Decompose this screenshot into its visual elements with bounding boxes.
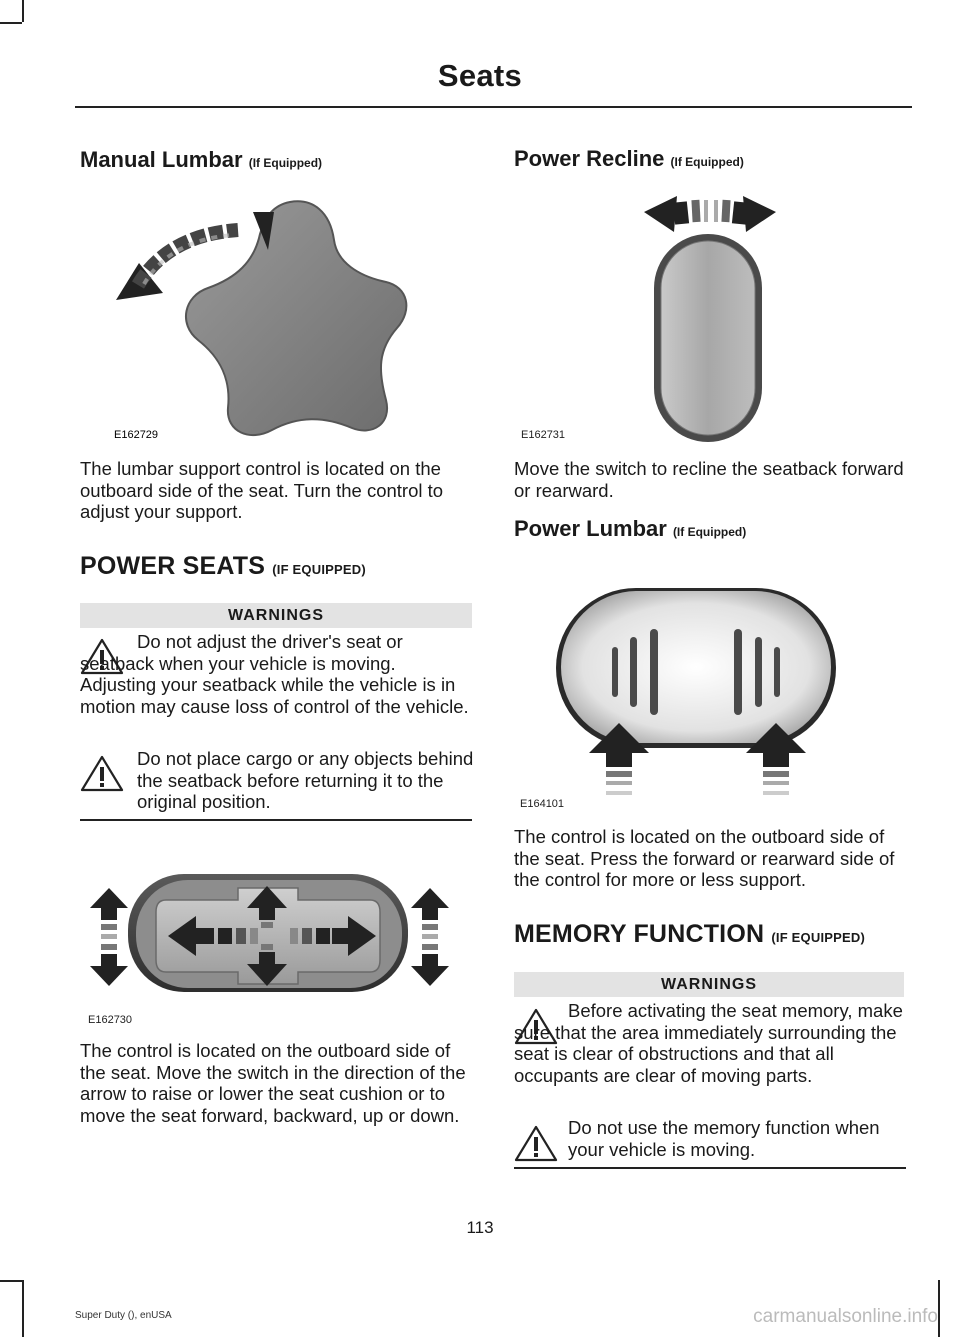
figure-id-e164101: E164101 [520,798,565,810]
power-lumbar-qualifier: (If Equipped) [672,525,747,539]
crop-mark [0,22,22,24]
recline-switch-pad [661,241,755,435]
manual-lumbar-knob-figure [108,190,448,445]
power-recline-qualifier: (If Equipped) [670,155,744,169]
memory-function-title: MEMORY FUNCTION [514,920,765,948]
warnings-end-rule [80,819,472,821]
footer-model: Super Duty (), enUSA [75,1310,172,1321]
page-number: 113 [466,1218,494,1237]
header-rule [75,106,912,108]
direction-arrow-icon [90,888,128,986]
crop-mark [0,1280,22,1282]
power-lumbar-title: Power Lumbar [514,516,667,541]
power-seats-heading [80,552,366,581]
warning-triangle-icon [80,754,124,792]
memory-function-qualifier: (IF EQUIPPED) [771,930,865,945]
direction-arrow-icon [411,888,449,986]
power-lumbar-heading [514,516,746,542]
memory-function-warning-2: Do not use the memory function when your vehicle is moving. [568,1117,880,1160]
warnings-bar: WARNINGS [80,603,472,628]
figure-id-e162731: E162731 [521,429,566,441]
warnings-end-rule [514,1167,906,1169]
figure-id-e162729: E162729 [114,429,159,441]
power-recline-title: Power Recline [514,146,665,171]
lumbar-switch-pad [561,591,831,743]
crop-mark [22,1280,24,1337]
power-seats-warning-1: Do not adjust the driver's seat or seatback when your vehicle is moving. Adjusting your seatback while the vehicle is in motion may cause loss of control of the vehicle. [80,631,469,717]
manual-lumbar-title: Manual Lumbar [80,147,243,172]
power-lumbar-switch-figure [514,585,906,815]
memory-function-heading [514,920,865,949]
power-recline-switch-figure [514,188,906,444]
power-recline-heading [514,146,744,172]
crop-mark [938,1280,940,1337]
power-seats-warning-2: Do not place cargo or any objects behind the seatback before returning it to the original position. [137,748,474,812]
manual-lumbar-heading [80,147,322,173]
manual-lumbar-qualifier: (If Equipped) [248,156,323,170]
power-seats-qualifier: (IF EQUIPPED) [272,562,366,577]
power-seats-title: POWER SEATS [80,552,266,580]
direction-arrow-icon [644,196,776,232]
crop-mark [22,0,24,22]
watermark: carmanualsonline.info [753,1306,938,1327]
page-title: Seats [437,58,523,93]
memory-function-warning-1: Before activating the seat memory, make sure that the area immediately surrounding the seat is clear of obstructions and that all occupants are clear of moving parts. [514,1000,903,1086]
power-seat-switch-figure [78,860,474,1030]
figure-id-e162730: E162730 [88,1014,133,1026]
power-recline-text: Move the switch to recline the seatback forward or rearward. [514,458,904,501]
manual-lumbar-text: The lumbar support control is located on the outboard side of the seat. Turn the control to adjust your support. [80,458,444,522]
warning-triangle-icon [514,1124,558,1162]
power-lumbar-text: The control is located on the outboard side of the seat. Press the forward or rearward side of the control for more or less support. [514,826,895,890]
power-seats-text: The control is located on the outboard side of the seat. Move the switch in the direction of the arrow to raise or lower the seat cushion or to move the seat forward, backward, up or down. [80,1040,466,1126]
warnings-bar: WARNINGS [514,972,904,997]
